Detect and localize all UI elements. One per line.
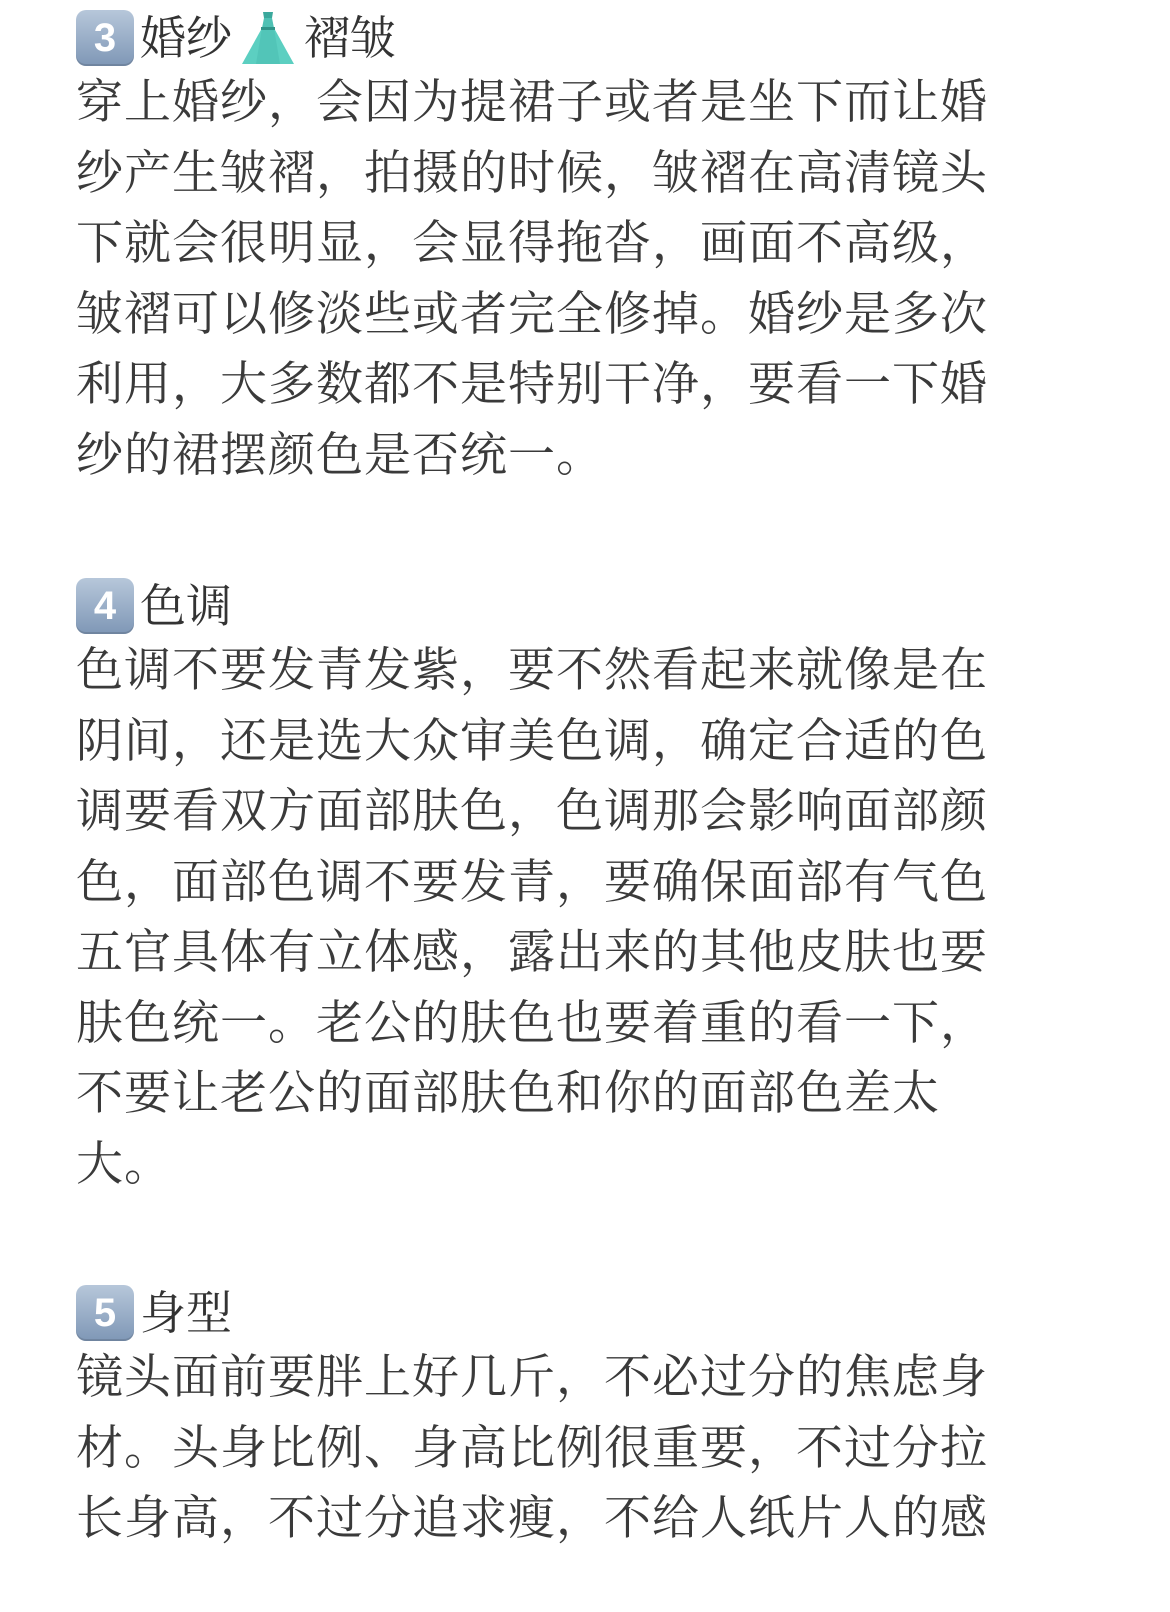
paragraph-line: 不要让老公的面部肤色和你的面部色差太 [76, 1066, 940, 1121]
keycap-number-badge: 4 [76, 578, 134, 634]
section-paragraph [76, 636, 1046, 1200]
paragraph-line: 镜头面前要胖上好几斤，不必过分的焦虑身 [76, 1350, 988, 1405]
section-body-shape [76, 1283, 1046, 1555]
paragraph-line: 利用，大多数都不是特别干净，要看一下婚 [76, 357, 988, 412]
paragraph-line: 肤色统一。老公的肤色也要着重的看一下， [76, 995, 988, 1051]
paragraph-line: 材。头身比例、身高比例很重要，不过分拉 [76, 1420, 988, 1476]
paragraph-line: 穿上婚纱，会因为提裙子或者是坐下而让婚 [76, 75, 988, 130]
heading-text: 身型 [140, 1286, 232, 1340]
paragraph-line: 色调不要发青发紫，要不然看起来就像是在 [76, 643, 988, 698]
section-paragraph [76, 68, 1046, 491]
paragraph-line: 阴间，还是选大众审美色调，确定合适的色 [76, 713, 988, 769]
section-heading [76, 8, 1046, 68]
paragraph-line: 皱褶可以修淡些或者完全修掉。婚纱是多次 [76, 286, 988, 342]
section-wedding-dress-wrinkles [76, 8, 1046, 491]
section-heading [76, 576, 1046, 636]
heading-text-2: 褶皱 [304, 11, 396, 65]
keycap-number-badge: 5 [76, 1285, 134, 1341]
section-color-tone [76, 576, 1046, 1200]
paragraph-line: 调要看双方面部肤色，色调那会影响面部颜 [76, 784, 988, 839]
paragraph-line: 长身高，不过分追求瘦，不给人纸片人的感 [76, 1491, 988, 1546]
paragraph-line: 纱的裙摆颜色是否统一。 [76, 427, 604, 483]
section-heading [76, 1283, 1046, 1343]
paragraph-line: 大。 [76, 1136, 172, 1192]
paragraph-line: 色，面部色调不要发青，要确保面部有气色 [76, 854, 988, 910]
keycap-number-badge: 3 [76, 10, 134, 66]
paragraph-line: 纱产生皱褶，拍摄的时候，皱褶在高清镜头 [76, 145, 988, 201]
section-paragraph [76, 1343, 1046, 1555]
heading-text: 色调 [140, 579, 232, 633]
paragraph-line: 下就会很明显，会显得拖沓，画面不高级， [76, 216, 988, 271]
heading-text: 婚纱 [140, 11, 232, 65]
dress-icon [236, 8, 300, 68]
paragraph-line: 五官具体有立体感，露出来的其他皮肤也要 [76, 925, 988, 980]
